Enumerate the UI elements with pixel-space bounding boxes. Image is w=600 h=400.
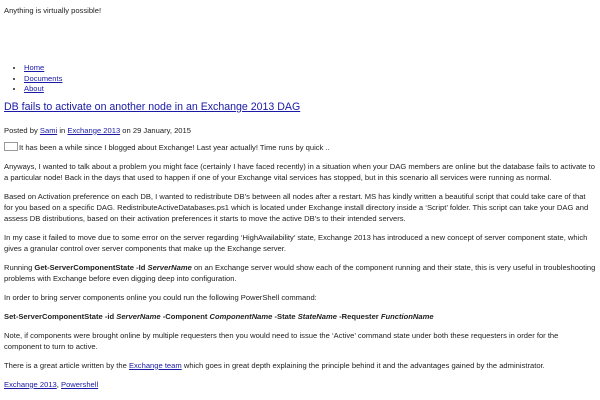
cmd-a4: FunctionName: [380, 311, 434, 321]
post-paragraph-6: In order to bring server components online you could run the following PowerShell command:: [4, 292, 317, 302]
p8-pre: There is a great article written by the: [4, 360, 129, 370]
p5-post: on an Exchange server would show each of the component running and their state, this is very useful in troubleshooting problems with Exchange before even digging deep into configuration.: [4, 262, 596, 283]
meta-date: on 29 January, 2015: [122, 125, 191, 135]
category-link[interactable]: Exchange 2013: [67, 125, 121, 135]
nav-item-home: [24, 63, 596, 74]
nav-link-about[interactable]: About: [24, 84, 44, 94]
post-meta: [4, 125, 596, 136]
cmd-c3: -State: [272, 311, 298, 321]
p5-cmd: Get-ServerComponentState -Id: [34, 262, 148, 272]
meta-in: in: [59, 125, 66, 135]
post-paragraph-1-text: It has been a while since I blogged about Exchange! Last year actually! Time runs by quick ..: [19, 142, 330, 152]
p8-post: which goes in great depth explaining the principle behind it and the advantages gained by the administrator.: [181, 360, 545, 370]
author-link[interactable]: Sami: [39, 125, 58, 135]
get-component-cmd: [34, 263, 191, 272]
meta-posted-by: Posted by: [4, 125, 38, 135]
p5-arg: ServerName: [147, 262, 192, 272]
post-paragraph-3: Based on Activation preference on each DB, I wanted to redistribute DB’s between all nodes after a restart. MS has kindly written a beautiful script that could take care of that for you based on a specific DAG. RedistributeActiveDatabases.ps1 which is located under Exchange install directory inside a ‘Script’ folder. This script can take your DAG and assess DB distributions, based on their activation preferences it starts to move the active DB’s to their intended servers.: [4, 191, 589, 223]
broken-image-icon: [4, 142, 18, 151]
post-title: [4, 101, 596, 114]
post-paragraph-4: In my case it failed to move due to some error on the server regarding ‘HighAvailability’ state, Exchange 2013 has introduced a new concept of server component state, which gives a granular control over server components that make up the Exchange server.: [4, 232, 588, 253]
nav-link-home[interactable]: Home: [24, 63, 45, 72]
main-nav: [4, 63, 596, 95]
post-tags: [4, 379, 596, 390]
post-paragraph-2: Anyways, I wanted to talk about a problem you might face (certainly I have faced recently) in a situation when your DAG members are online but the database fails to activate to a particular node! Back in the days that used to happen if one of your Exchange vital services has stopped, but in this scenario all services were running as normal.: [4, 161, 595, 182]
cmd-c2: -Component: [160, 311, 210, 321]
nav-item-documents: [24, 74, 596, 85]
post-paragraph-5: [4, 262, 596, 284]
nav-link-documents[interactable]: Documents: [24, 73, 63, 83]
post-title-link[interactable]: DB fails to activate on another node in an Exchange 2013 DAG: [4, 100, 301, 113]
cmd-c4: -Requester: [336, 311, 381, 321]
tag-powershell[interactable]: Powershell: [61, 379, 99, 389]
tag-exchange-2013[interactable]: Exchange 2013: [4, 379, 57, 389]
cmd-c1: Set-ServerComponentState -id: [4, 311, 117, 321]
p5-pre: Running: [4, 262, 35, 272]
cmd-a3: StateName: [297, 311, 337, 321]
nav-item-about: [24, 84, 596, 95]
post-paragraph-7: Note, if components were brought online by multiple requesters then you would need to issue the ‘Active’ command state under both these requesters in order for the component to turn to active.: [4, 330, 559, 351]
exchange-team-link[interactable]: Exchange team: [128, 360, 182, 370]
post-paragraph-8: [4, 360, 596, 371]
post-paragraph-1: [4, 142, 596, 153]
cmd-a1: ServerName: [116, 311, 161, 321]
site-tagline: Anything is virtually possible!: [4, 6, 102, 15]
cmd-a2: ComponentName: [209, 311, 273, 321]
set-component-cmd: [4, 311, 596, 322]
tag-separator: ,: [56, 379, 62, 389]
